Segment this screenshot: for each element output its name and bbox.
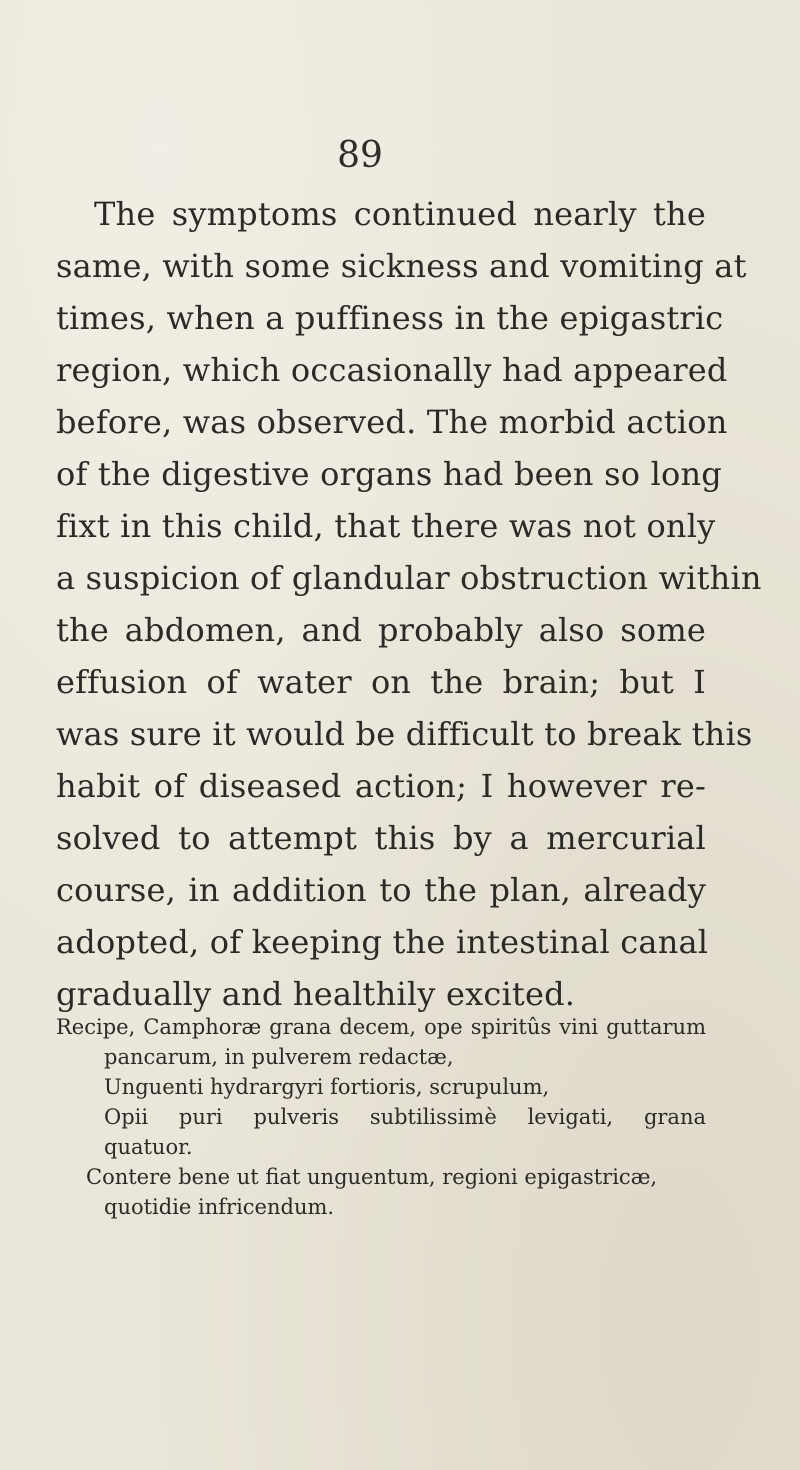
text-line: adopted, of keeping the intestinal canal [56, 923, 709, 961]
recipe-line: Unguenti hydrargyri fortioris, scrupulum, [104, 1075, 550, 1099]
text-line: fixt in this child, that there was not only [56, 507, 716, 545]
recipe-line: pancarum, in pulverem redactæ, [104, 1045, 454, 1069]
text-line: the abdomen, and probably also some [56, 611, 706, 649]
page-number: 89 [337, 135, 383, 176]
text-line: region, which occasionally had appeared [56, 351, 728, 389]
text-line: before, was observed. The morbid action [56, 403, 728, 441]
recipe-line: Contere bene ut fiat unguentum, regioni epigastricæ, [86, 1165, 658, 1189]
recipe-line: quotidie infricendum. [104, 1195, 335, 1219]
text-line: times, when a puffiness in the epigastric [56, 299, 724, 337]
recipe-line: Recipe, Camphoræ grana decem, ope spiritûs vini guttarum [56, 1015, 706, 1039]
text-line: same, with some sickness and vomiting at [56, 247, 747, 285]
text-line: The symptoms continued nearly the [94, 195, 706, 233]
recipe-line: quatuor. [104, 1135, 193, 1159]
text-line: was sure it would be difficult to break this [56, 715, 753, 753]
recipe-block [56, 1012, 706, 1222]
text-line: habit of diseased action; I however re- [56, 767, 706, 805]
text-line: effusion of water on the brain; but I [56, 663, 706, 701]
text-line: course, in addition to the plan, already [56, 871, 706, 909]
text-line: gradually and healthily excited. [56, 975, 576, 1013]
text-line: of the digestive organs had been so long [56, 455, 722, 493]
recipe-line: Opii puri pulveris subtilissimè levigati, grana [104, 1105, 706, 1129]
text-line: solved to attempt this by a mercurial [56, 819, 706, 857]
body-paragraph [56, 188, 762, 1020]
text-line: a suspicion of glandular obstruction within [56, 559, 762, 597]
